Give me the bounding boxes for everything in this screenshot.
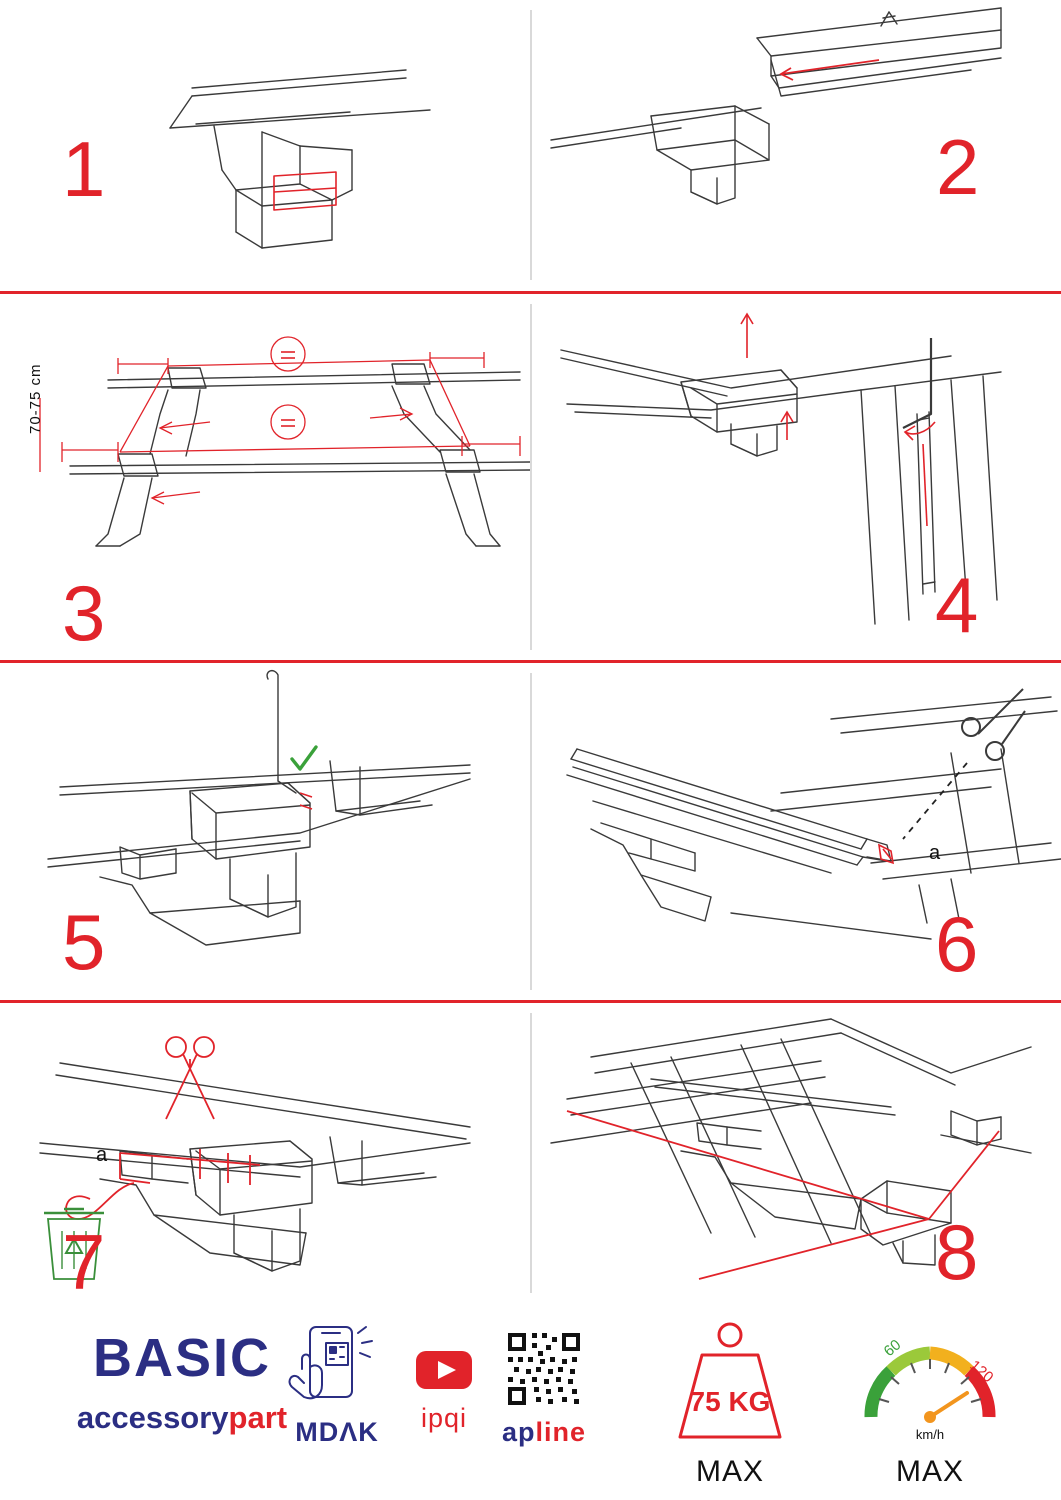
svg-text:120: 120 [966,1357,997,1387]
mdak-label-part2: Λ [339,1417,359,1447]
step-3-panel [0,294,530,660]
apline-label [484,1417,604,1448]
svg-text:a: a [96,1144,108,1166]
step-4-panel [531,294,1061,660]
step-4-illustration [531,294,1061,660]
speedometer-icon [845,1313,1015,1453]
step-1-panel [0,0,530,291]
ipqi-label: ipqi [420,1403,468,1433]
step-2-illustration [531,0,1061,291]
step-6-illustration [531,663,1061,1000]
mdak-logo[interactable] [282,1323,392,1448]
ipqi-logo[interactable] [392,1345,496,1434]
brand-subtitle [62,1398,302,1438]
weight-icon [650,1313,810,1453]
max-load-caption: MAX [695,1455,764,1488]
apline-label-part2: line [535,1417,587,1447]
brand-block [62,1330,302,1438]
max-load [650,1313,810,1489]
apline-logo[interactable] [484,1323,604,1448]
step-6-number: 6 [935,900,977,988]
step-1-number: 1 [62,125,104,213]
step-4-number: 4 [935,561,977,649]
hand-phone-qr-icon [282,1323,392,1409]
step-5-panel [0,663,530,1000]
mdak-label-part1: MD [295,1417,340,1447]
qr-code-icon [484,1323,604,1409]
brand-subtitle-part2: part [228,1400,288,1435]
step-7-number: 7 [62,1218,104,1306]
svg-text:a: a [929,842,941,864]
max-speed-caption: MAX [895,1455,964,1488]
mdak-label-part3: K [358,1417,379,1447]
step-2-number: 2 [936,123,978,211]
apline-label-part1: ap [501,1417,536,1447]
footer [0,1305,1061,1500]
brand-title: BASIC [92,1328,271,1388]
step-5-number: 5 [62,898,104,986]
youtube-icon [392,1345,496,1395]
svg-text:km/h: km/h [915,1427,945,1442]
step-7-panel [0,1003,530,1306]
step-6-panel [531,663,1061,1000]
step-8-illustration [531,1003,1061,1303]
svg-text:70-75 cm: 70-75 cm [27,363,44,434]
brand-subtitle-part1: accessory [76,1400,229,1435]
step-2-panel [531,0,1061,291]
mdak-label [282,1417,392,1448]
step-3-number: 3 [62,569,104,657]
svg-text:75 KG: 75 KG [689,1386,771,1417]
max-speed [845,1313,1015,1489]
svg-text:60: 60 [880,1336,905,1361]
step-8-panel [531,1003,1061,1303]
step-8-number: 8 [935,1208,977,1296]
